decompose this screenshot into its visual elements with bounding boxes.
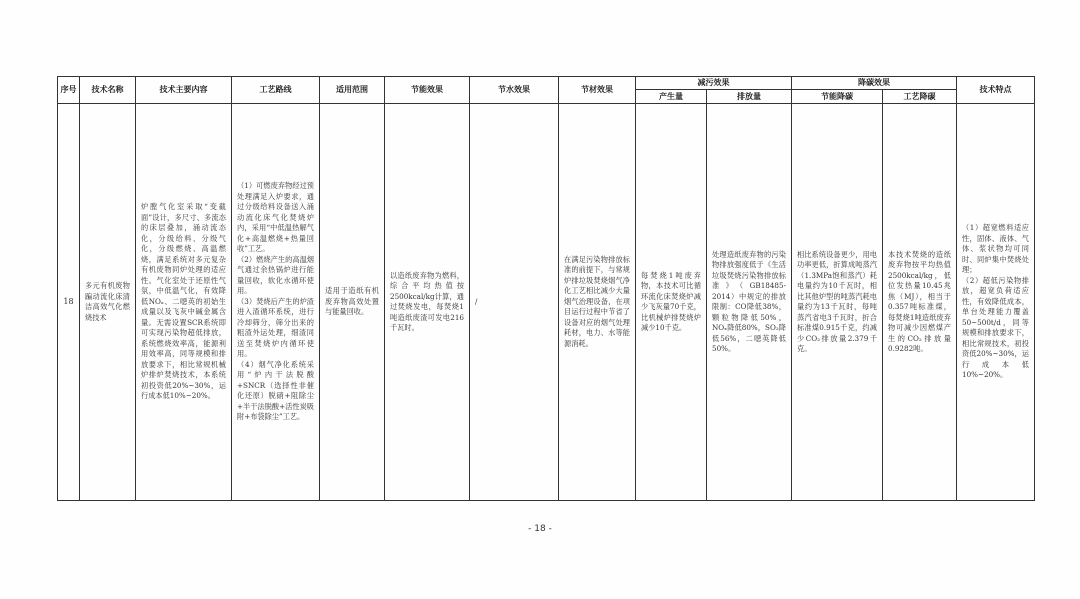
header-carbon-process: 工艺降碳 xyxy=(883,90,957,104)
cell-scope xyxy=(320,104,385,501)
page-number: - 18 - xyxy=(528,524,552,534)
header-features: 技术特点 xyxy=(957,77,1035,104)
header-water: 节水效果 xyxy=(470,77,559,104)
carbon-process-text: 本技术焚烧的造纸废弃物按平均热值2500kcal/kg，低位发热量10.45兆焦（MJ），相当于0.357吨标准煤，每焚烧1吨造纸废弃物可减少因燃煤产生的CO₂排放量0.9282吨。 xyxy=(888,249,951,353)
header-scope: 适用范围 xyxy=(320,77,385,104)
technology-content: 炉膛气化室采取“变截面”设计，多尺寸、多流态的床层叠加，涌动流态化，分级给料、分级气化，分级燃烧、高温燃烧，满足系统对多元复杂有机废物同炉处理的适应性。气化室处于还原性气氛，中低温气化，有效降低NOₓ、二噁英的初始生成量以及飞灰中碱金属含量。无需设置SCR系统即可实现污染物超低排放，系统燃烧效率高，能源利用效率高，同等规模和排放要求下，相比常规机械炉排炉焚烧技术，本系统初投资低20%~30%，运行成本低10%~20%。 xyxy=(141,202,226,401)
header-route: 工艺路线 xyxy=(232,77,320,104)
cell-water xyxy=(470,104,559,501)
cell-carbon-energy xyxy=(792,104,883,501)
cell-seq: 18 xyxy=(58,104,80,501)
cell-pollution-produced xyxy=(636,104,707,501)
route-step: （4）烟气净化系统采用“炉内干法脱酸+SNCR（选择性非催化还原）脱硝+阻除尘+半干法脱酸+活性炭吸附+布袋除尘”工艺。 xyxy=(237,359,314,422)
header-name: 技术名称 xyxy=(80,77,136,104)
table-row xyxy=(58,104,1035,501)
header-carbon-energy: 节能降碳 xyxy=(792,90,883,104)
route-step: （1）可燃废弃物经过预处理满足入炉要求，通过分级给料设备送入涌动流化床气化焚烧炉内，采用“中低温热解气化+高温燃烧+热量回收”工艺。 xyxy=(237,181,314,254)
energy-text: 以造纸废弃物为燃料，综合平均热值按2500kcal/kg计算，通过焚烧发电，每焚烧1吨造纸废渣可发电216千瓦时。 xyxy=(390,270,464,332)
cell-energy xyxy=(385,104,470,501)
cell-name xyxy=(80,104,136,501)
technology-name: 多元有机废物蹁动流化床清洁高效气化燃烧技术 xyxy=(85,281,130,322)
cell-material xyxy=(559,104,636,501)
pollution-produced-text: 每焚烧1吨废弃物，本技术可比循环流化床焚烧炉减少飞灰量70千克，比机械炉排焚烧炉减少10千克。 xyxy=(641,270,701,332)
scope-text: 适用于造纸有机废弃物高效处置与能量回收。 xyxy=(325,286,379,317)
header-pollution-emission: 排放量 xyxy=(707,90,792,104)
header-pollution-group: 减污效果 xyxy=(636,77,792,90)
route-step: （3）焚烧后产生的炉渣进入渣循环系统，进行冷却筛分，筛分出来的粗渣外运处理，细渣同送至焚烧炉内循环使用。 xyxy=(237,296,314,359)
carbon-energy-text: 相比系统设备更少，用电功率更低，折算成吨蒸汽（1.3MPa饱和蒸汽）耗电量约为10千瓦时，相比其他炉型的吨蒸汽耗电量约为13千瓦时，每吨蒸汽省电3千瓦时，折合标准煤0.915千克，约减少CO₂排放量2.379千克。 xyxy=(797,249,877,353)
header-energy: 节能效果 xyxy=(385,77,470,104)
cell-carbon-process xyxy=(883,104,957,501)
header-material: 节材效果 xyxy=(559,77,636,104)
header-seq: 序号 xyxy=(58,77,80,104)
cell-features xyxy=(957,104,1035,501)
feature-item: （2）超低污染物排放，超宽负荷适应性，有效降低成本，单台处理能力覆盖50~500t/d，同等规模和排放要求下，相比常规技术，初投资低20%~30%，运行成本低10%~20%。 xyxy=(962,275,1029,380)
cell-route xyxy=(232,104,320,501)
pollution-emission-text: 处理造纸废弃物的污染物排放强度低于《生活垃圾焚烧污染物排放标准》（GB18485-2014）中规定的排放限制：CO降低38%，颗粒物降低50%，NOₓ降低80%，SO₂降低56%，二噁英降低50%。 xyxy=(712,249,786,353)
feature-item: （1）超宽燃料适应性，固体、液体、气体、浆状物均可同时、同炉集中焚烧处理； xyxy=(962,223,1029,275)
header-pollution-produced: 产生量 xyxy=(636,90,707,104)
technology-table xyxy=(57,76,1035,501)
header-carbon-group: 降碳效果 xyxy=(792,77,957,90)
material-text: 在满足污染物排放标准的前提下，与常规炉排垃圾焚烧烟气净化工艺相比减少大量烟气治理设备，在项目运行过程中节省了设备对应的烟气处理耗材，电力、水等能源消耗。 xyxy=(564,254,630,348)
cell-pollution-emission xyxy=(707,104,792,501)
water-text: / xyxy=(475,296,478,306)
cell-content xyxy=(136,104,232,501)
route-step: （2）燃烧产生的高温烟气通过余热锅炉进行能量回收，软化水循环使用。 xyxy=(237,254,314,296)
header-content: 技术主要内容 xyxy=(136,77,232,104)
